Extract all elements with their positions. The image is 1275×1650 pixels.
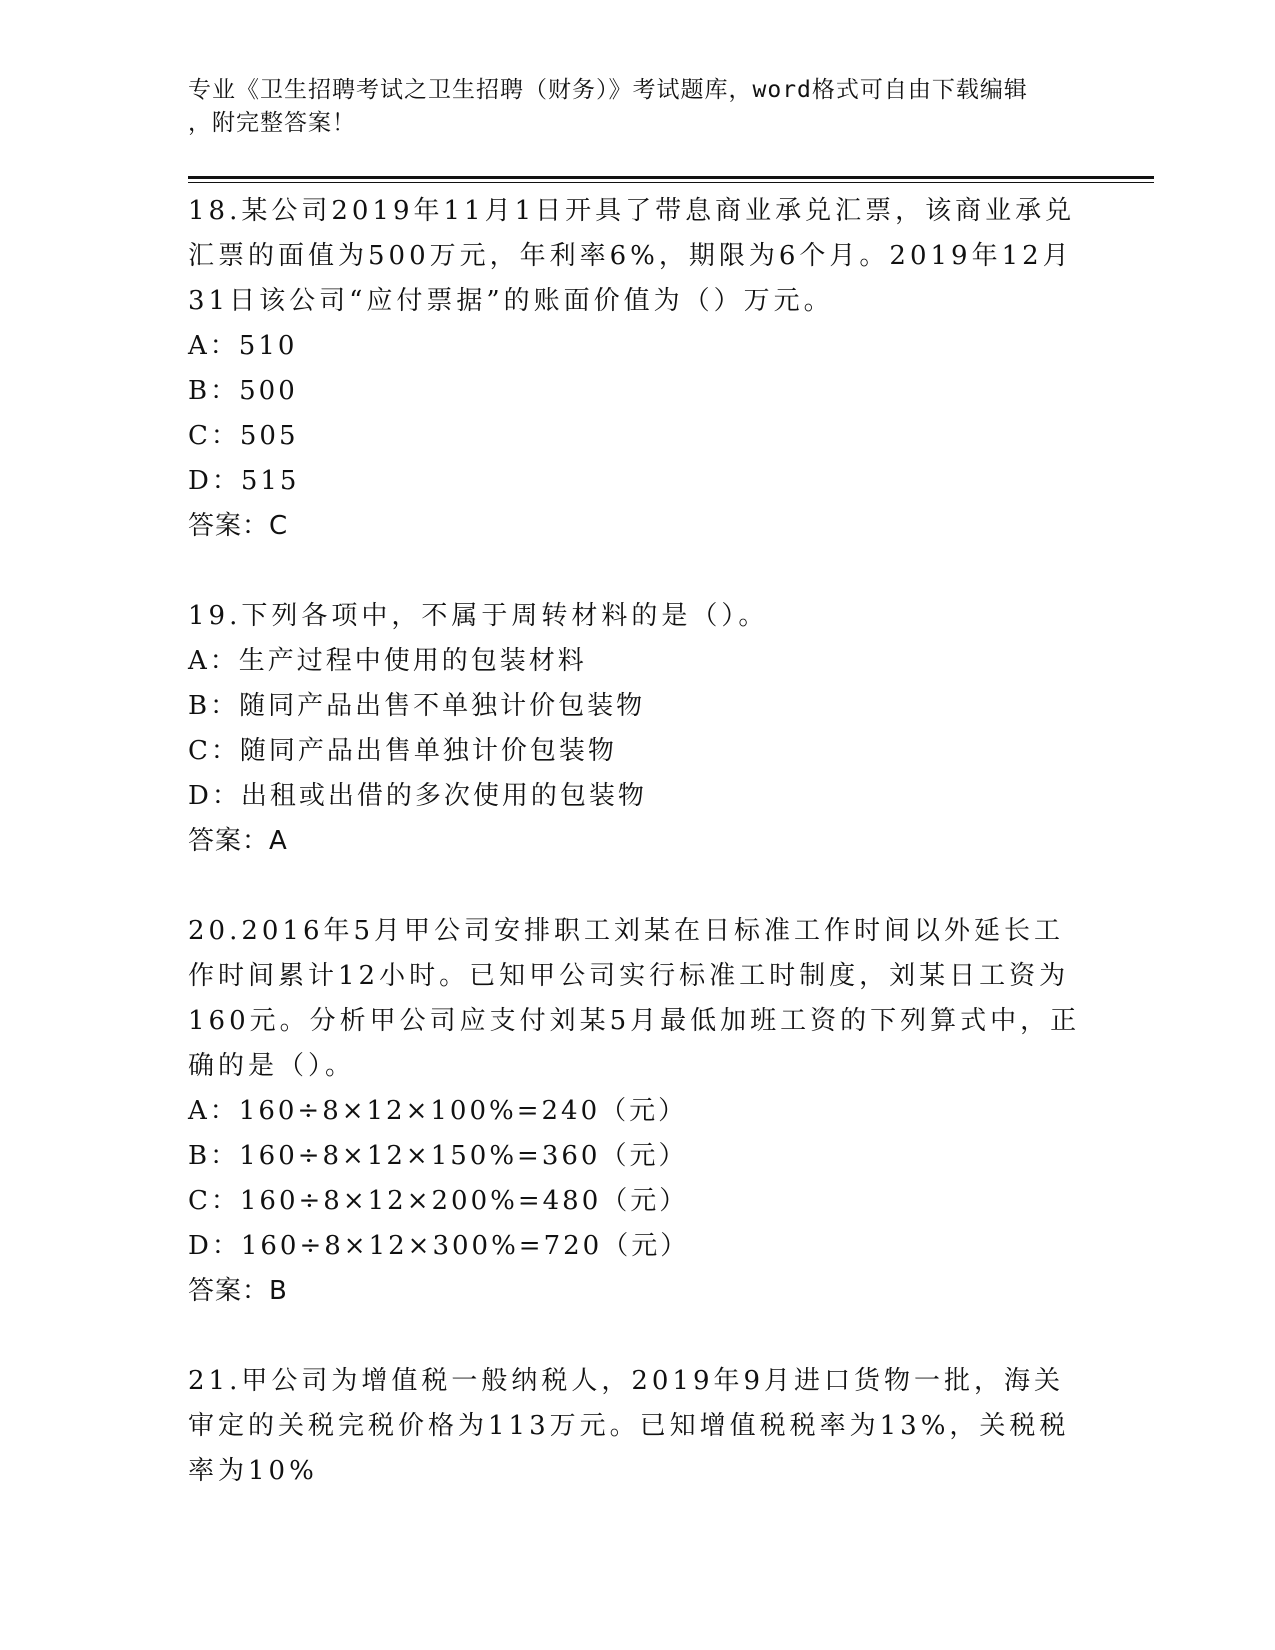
header-divider-thin	[188, 182, 1154, 183]
question-gap	[188, 1314, 1088, 1359]
question-gap	[188, 549, 1088, 594]
header-line-1: 专业《卫生招聘考试之卫生招聘（财务）》考试题库，word格式可自由下载编辑	[188, 77, 1028, 103]
option-b: B：500	[188, 376, 298, 406]
question-text: 21.甲公司为增值税一般纳税人，2019年9月进口货物一批，海关审定的关税完税价格为113万元。已知增值税税率为13%，关税税率为10%	[188, 1366, 1070, 1486]
answer-line: 答案：B	[188, 1276, 288, 1306]
option-c: C：随同产品出售单独计价包装物	[188, 736, 617, 766]
question-text: 19.下列各项中，不属于周转材料的是（）。	[188, 601, 769, 631]
option-d: D：515	[188, 466, 300, 496]
question-20	[188, 909, 1088, 1314]
option-b: B：160÷8×12×150%=360（元）	[188, 1141, 688, 1171]
document-header	[188, 74, 1068, 140]
option-a: A：510	[188, 331, 298, 361]
question-text: 18.某公司2019年11月1日开具了带息商业承兑汇票，该商业承兑汇票的面值为500万元，年利率6%，期限为6个月。2019年12月31日该公司“应付票据”的账面价值为（）万元。	[188, 196, 1076, 316]
question-list	[188, 189, 1088, 1494]
option-a: A：生产过程中使用的包装材料	[188, 646, 587, 676]
option-d: D：出租或出借的多次使用的包装物	[188, 781, 647, 811]
answer-line: 答案：A	[188, 826, 288, 856]
option-a: A：160÷8×12×100%=240（元）	[188, 1096, 688, 1126]
question-19	[188, 594, 1088, 864]
question-18	[188, 189, 1088, 549]
option-c: C：505	[188, 421, 299, 451]
question-text: 20.2016年5月甲公司安排职工刘某在日标准工作时间以外延长工作时间累计12小时。已知甲公司实行标准工时制度，刘某日工资为160元。分析甲公司应支付刘某5月最低加班工资的下列算式中，正确的是（）。	[188, 916, 1081, 1081]
header-divider-thick	[188, 176, 1154, 179]
question-21	[188, 1359, 1088, 1494]
header-line-2: ，附完整答案！	[188, 110, 356, 136]
answer-line: 答案：C	[188, 511, 289, 541]
option-b: B：随同产品出售不单独计价包装物	[188, 691, 646, 721]
option-c: C：160÷8×12×200%=480（元）	[188, 1186, 689, 1216]
question-gap	[188, 864, 1088, 909]
option-d: D：160÷8×12×300%=720（元）	[188, 1231, 690, 1261]
